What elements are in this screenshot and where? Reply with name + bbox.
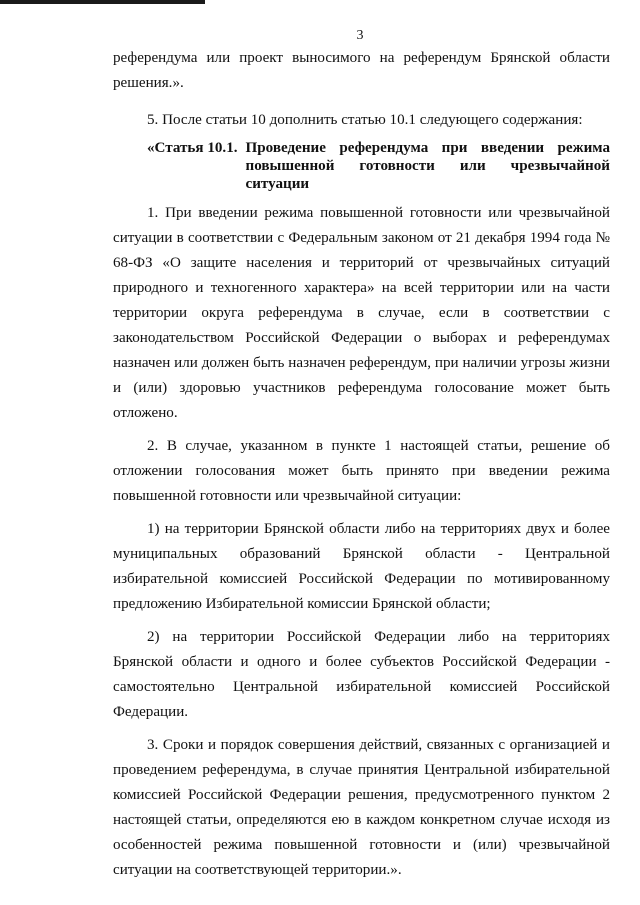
article-heading-title: Проведение референдума при введении режима повышенной готовности или чрезвычайной ситуации [245,140,610,192]
paragraph-item-3: 3. Сроки и порядок совершения действий, связанных с организацией и проведением референдума, в случае принятия Центральной избирательной комиссией Российской Федерации решения, предусмотренного пунктом 2 настоящей статьи, определяются ею в каждом конкретном случае исходя из особенностей режима повышенной готовности и (или) чрезвычайной ситуации на соответствующей территории.». [113,737,610,878]
article-heading [113,139,610,193]
paragraph-subitem-1: 1) на территории Брянской области либо на территориях двух и более муниципальных образований Брянской области - Центральной избирательной комиссией Российской Федерации по мотивированному предложению Избирательной комиссии Брянской области; [113,521,610,612]
top-scan-rule [0,0,205,4]
paragraph-subitem-2: 2) на территории Российской Федерации либо на территориях Брянской области и одного и более субъектов Российской Федерации - самостоятельно Центральной избирательной комиссией Российской Федерации. [113,629,610,720]
article-heading-number: «Статья 10.1. [147,140,238,156]
page-number: 3 [356,28,364,43]
paragraph-amendment-5: 5. После статьи 10 дополнить статью 10.1 следующего содержания: [147,112,583,128]
paragraph-item-2: 2. В случае, указанном в пункте 1 настоящей статьи, решение об отложении голосования может быть принято при введении режима повышенной готовности или чрезвычайной ситуации: [113,438,610,504]
paragraph-continuation: референдума или проект выносимого на референдум Брянской области решения.». [113,50,610,91]
document-body [113,46,610,883]
paragraph-item-1: 1. При введении режима повышенной готовности или чрезвычайной ситуации в соответствии с Федеральным законом от 21 декабря 1994 года № 68-ФЗ «О защите населения и территорий от чрезвычайных ситуаций природного и техногенного характера» на всей территории или на части территории округа референдума в случае, если в соответствии с законодательством Российской Федерации о выборах и референдумах назначен или должен быть назначен референдум, при наличии угрозы жизни и (или) здоровью участников референдума голосование может быть отложено. [113,205,610,421]
